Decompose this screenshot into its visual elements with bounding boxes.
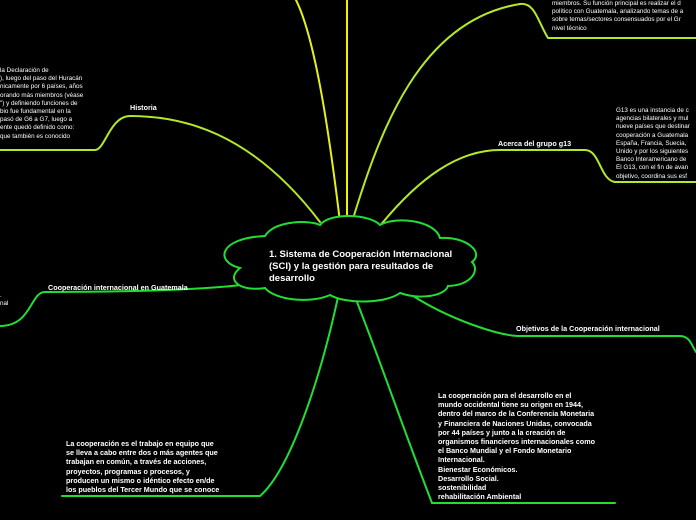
note-acerca: G13 es una instancia de c agencias bilaterales y mul nueve países que destinar cooperación a Guatemala España, Francia, Suecia, Unido y por los siguientes Banco Interamericano de El G13, con el fin de avan objetivo, coordina sus esf (616, 107, 690, 180)
note-historia: la Declaración de ), luego del paso del Huracán nicamente por 6 países, años orando más miembros (véase ") y definiendo funciones de bio fue fundamental en la pasó de G6 a G7, luego a ente quedó definido como: que también es conocido (0, 67, 84, 140)
branch-label-objetivos[interactable]: Objetivos de la Cooperación internacional (516, 324, 660, 333)
branch-label-historia[interactable]: Historia (130, 103, 157, 112)
central-topic-title[interactable]: 1. Sistema de Cooperación Internacional (SCI) y la gestión para resultados de desarrollo (269, 249, 453, 284)
note-top-right: miembros. Su función principal es realizar el d político con Guatemala, analizando temas de a sobre temas/sectores consensuados por el Gr nivel técnico (552, 0, 684, 32)
branch-line-objetivos (410, 294, 696, 352)
note-definicion[interactable]: La cooperación es el trabajo en equipo que se lleva a cabo entre dos o más agentes que trabajan en común, a través de acciones, proyectos, programas o procesos, y producen un mismo o idéntico efecto en/de los pueblos del Tercer Mundo que se conoce (66, 439, 220, 495)
note-origen[interactable]: La cooperación para el desarrollo en el mundo occidental tiene su origen en 1944, dentro del marco de la Conferencia Monetaria y Financiera de Naciones Unidas, convocada por 44 países y junto a la creación de organismos financieros internacionales como el Banco Mundial y el Fondo Monetario Internacional. Bienestar Económicos. Desarrollo Social. sostenibilidad rehabilitación Ambiental (438, 391, 595, 502)
branch-label-cooperacion-gt[interactable]: Cooperación internacional en Guatemala (48, 283, 188, 292)
note-cooperacion-gt: . nal (0, 292, 9, 308)
branch-label-acerca[interactable]: Acerca del grupo g13 (498, 139, 572, 148)
branch-line-top-left (296, 0, 340, 222)
